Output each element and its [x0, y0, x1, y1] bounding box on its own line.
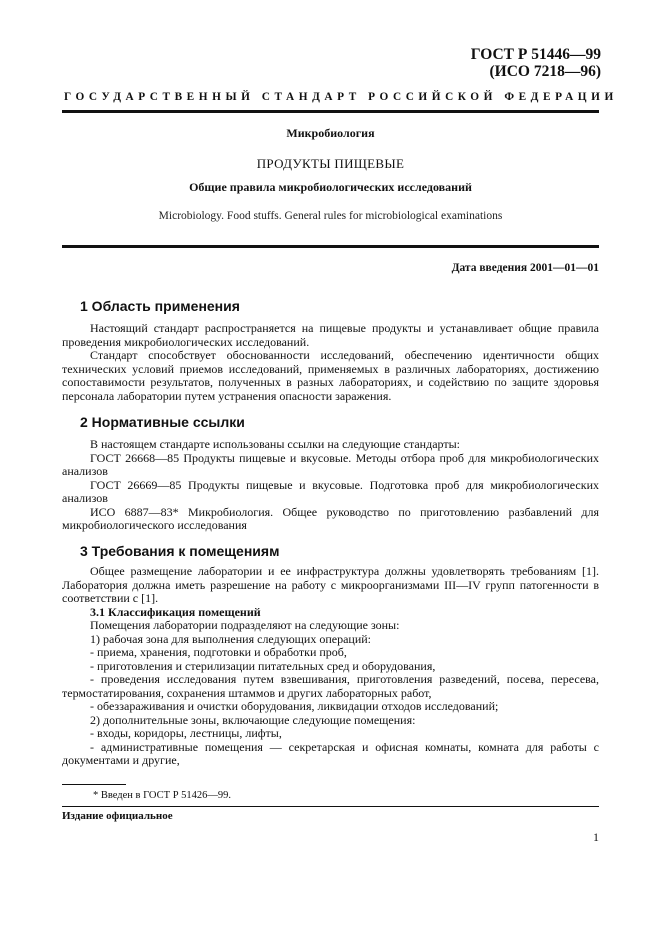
title-rule [62, 245, 599, 248]
edition-label: Издание официальное [62, 810, 173, 822]
section-1-heading: 1 Область применения [80, 298, 240, 314]
paragraph: Общее размещение лаборатории и ее инфраструктура должны удовлетворять требованиям [1]. Лаборатория должна иметь разрешение на работу с микроорганизмами III—IV групп патогенности в соответствии с [1]. [62, 564, 599, 605]
footnote-rule [62, 784, 126, 785]
list-item: Помещения лаборатории подразделяют на следующие зоны: [90, 618, 400, 632]
list-item: - обеззараживания и очистки оборудования, ликвидации отходов исследований; [90, 699, 499, 713]
paragraph: Стандарт способствует обоснованности исследований, обеспечению идентичности общих технических условий приемов исследований, применяемых в различных лабораториях, достижению сопоставимости результатов, полученных в разных лабораториях, и содействию по защите здоровья персонала лаборатории путем устранения опасности заражения. [62, 348, 599, 403]
list-item: 2) дополнительные зоны, включающие следующие помещения: [90, 712, 416, 727]
footnote: * Введен в ГОСТ Р 51426—99. [93, 790, 232, 801]
title-field: Микробиология [286, 126, 375, 140]
page-number: 1 [593, 830, 599, 844]
section-2-body [62, 438, 599, 533]
iso-number: (ИСО 7218—96) [489, 63, 601, 80]
date-introduction: Дата введения 2001—01—01 [451, 262, 599, 274]
list-item: - приема, хранения, подготовки и обработки проб, [90, 645, 347, 659]
title-english: Microbiology. Food stuffs. General rules for microbiological examinations [158, 210, 503, 222]
edition-rule [62, 806, 599, 807]
top-rule [62, 110, 599, 113]
section-3-heading: 3 Требования к помещениям [80, 543, 280, 559]
gost-number: ГОСТ Р 51446—99 [470, 46, 601, 63]
title-main: ПРОДУКТЫ ПИЩЕВЫЕ [256, 156, 405, 171]
section-3-body [62, 565, 599, 768]
reference-item: ИСО 6887—83* Микробиология. Общее руководство по приготовлению разбавлений для микробиологического исследования [62, 504, 599, 532]
subsection-heading: 3.1 Классификация помещений [90, 604, 261, 619]
paragraph: Настоящий стандарт распространяется на пищевые продукты и устанавливает общие правила проведения микробиологических исследований. [62, 321, 599, 349]
list-item: - приготовления и стерилизации питательных сред и оборудования, [90, 658, 436, 673]
section-1-body [62, 322, 599, 403]
reference-item: ГОСТ 26668—85 Продукты пищевые и вкусовые. Методы отбора проб для микробиологических анализов [62, 450, 599, 478]
list-item: - проведения исследования путем взвешивания, приготовления разведений, посева, пересева, термостатирования, сохранения штаммов и других лабораторных работ, [62, 672, 599, 700]
paragraph: В настоящем стандарте использованы ссылки на следующие стандарты: [90, 437, 461, 451]
reference-item: ГОСТ 26669—85 Продукты пищевые и вкусовые. Подготовка проб для микробиологических анализов [62, 477, 599, 505]
section-2-heading: 2 Нормативные ссылки [80, 414, 245, 430]
list-item: - административные помещения — секретарская и офисная комнаты, комната для работы с документами и другие, [62, 739, 599, 767]
list-item: - входы, коридоры, лестницы, лифты, [90, 726, 282, 740]
list-item: 1) рабочая зона для выполнения следующих операций: [90, 631, 372, 646]
title-sub: Общие правила микробиологических исследований [189, 180, 472, 194]
standard-banner: ГОСУДАРСТВЕННЫЙ СТАНДАРТ РОССИЙСКОЙ ФЕДЕРАЦИИ [64, 91, 618, 103]
